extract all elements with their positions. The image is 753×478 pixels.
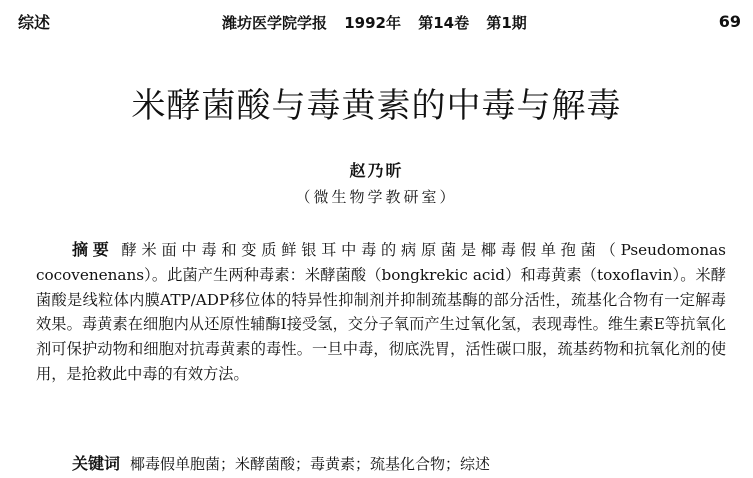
- abstract-text: 酵米面中毒和变质鲜银耳中毒的病原菌是椰毒假单孢菌（Pseudomonas cocovenenans）。此菌产生两种毒素：米酵菌酸（bongkrekic acid）和毒黄素（toxoflavin）。米酵菌酸是线粒体内膜ATP/ADP移位体的特异性抑制剂并抑制巯基酶的部分活性，巯基化合物有一定解毒效果。毒黄素在细胞内从还原性辅酶Ⅰ接受氢，交分子氧而产生过氧化氢，表现毒性。维生素E等抗氧化剂可保护动物和细胞对抗毒黄素的毒性。一旦中毒，彻底洗胃，活性碳口服，巯基药物和抗氧化剂的使用，是抢救此中毒的有效方法。: [36, 241, 726, 383]
- page-number: 69: [718, 12, 741, 31]
- journal-year: 1992年: [344, 14, 401, 32]
- journal-name: 潍坊医学院学报: [222, 14, 328, 32]
- abstract-label: 摘要: [72, 240, 114, 259]
- article-affiliation: （微生物学教研室）: [295, 188, 458, 206]
- keywords: [72, 451, 732, 474]
- page-header: [0, 8, 753, 36]
- keywords-label: 关键词: [72, 454, 121, 473]
- abstract: [36, 238, 726, 387]
- keywords-text: 椰毒假单胞菌；米酵菌酸；毒黄素；巯基化合物；综述: [130, 455, 491, 473]
- journal-issue: 第1期: [486, 14, 527, 32]
- section-label: 综述: [18, 13, 51, 32]
- journal-volume: 第14卷: [418, 14, 470, 32]
- article-author: 赵乃昕: [349, 161, 404, 180]
- article-title: 米酵菌酸与毒黄素的中毒与解毒: [131, 86, 622, 126]
- journal-info: [222, 12, 539, 33]
